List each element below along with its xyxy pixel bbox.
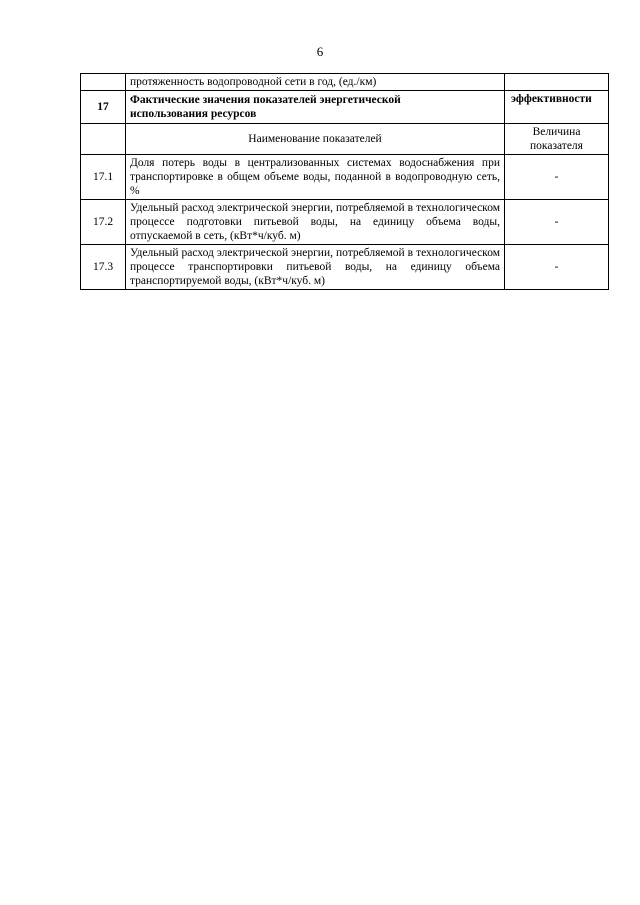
section-row — [81, 91, 609, 124]
row-number-cell: 17.1 — [81, 155, 126, 200]
indicator-value-cell: - — [505, 155, 609, 200]
page-number: 6 — [316, 44, 324, 59]
indicator-name-cell: протяженность водопроводной сети в год, (ед./км) — [126, 74, 505, 91]
row-number-cell — [81, 74, 126, 91]
indicator-value-cell — [505, 74, 609, 91]
header-number-cell — [81, 124, 126, 155]
section-title — [126, 91, 505, 124]
row-number-cell: 17.3 — [81, 245, 126, 290]
indicator-value-cell: - — [505, 245, 609, 290]
section-number: 17 — [81, 91, 126, 124]
indicator-name-cell: Доля потерь воды в централизованных системах водоснабжения при транспортировке в общем объеме воды, поданной в водопроводную сеть, % — [126, 155, 505, 200]
indicators-table — [80, 73, 609, 290]
row-number-cell: 17.2 — [81, 200, 126, 245]
header-name-col: Наименование показателей — [126, 124, 505, 155]
indicator-name-cell: Удельный расход электрической энергии, потребляемой в технологическом процессе подготовки питьевой воды, на единицу объема воды, отпускаемой в сеть, (кВт*ч/куб. м) — [126, 200, 505, 245]
table-row — [81, 245, 609, 290]
table-header-row — [81, 124, 609, 155]
table-row-continued — [81, 74, 609, 91]
section-title-line2: использования ресурсов — [130, 108, 257, 120]
table-row — [81, 200, 609, 245]
indicator-value-cell: - — [505, 200, 609, 245]
section-title-word: эффективности — [505, 91, 609, 124]
header-value-col: Величина показателя — [505, 124, 609, 155]
section-title-main: Фактические значения показателей энергетической — [130, 94, 401, 106]
indicator-name-cell: Удельный расход электрической энергии, потребляемой в технологическом процессе транспортировки питьевой воды, на единицу объема транспортируемой воды, (кВт*ч/куб. м) — [126, 245, 505, 290]
table-row — [81, 155, 609, 200]
